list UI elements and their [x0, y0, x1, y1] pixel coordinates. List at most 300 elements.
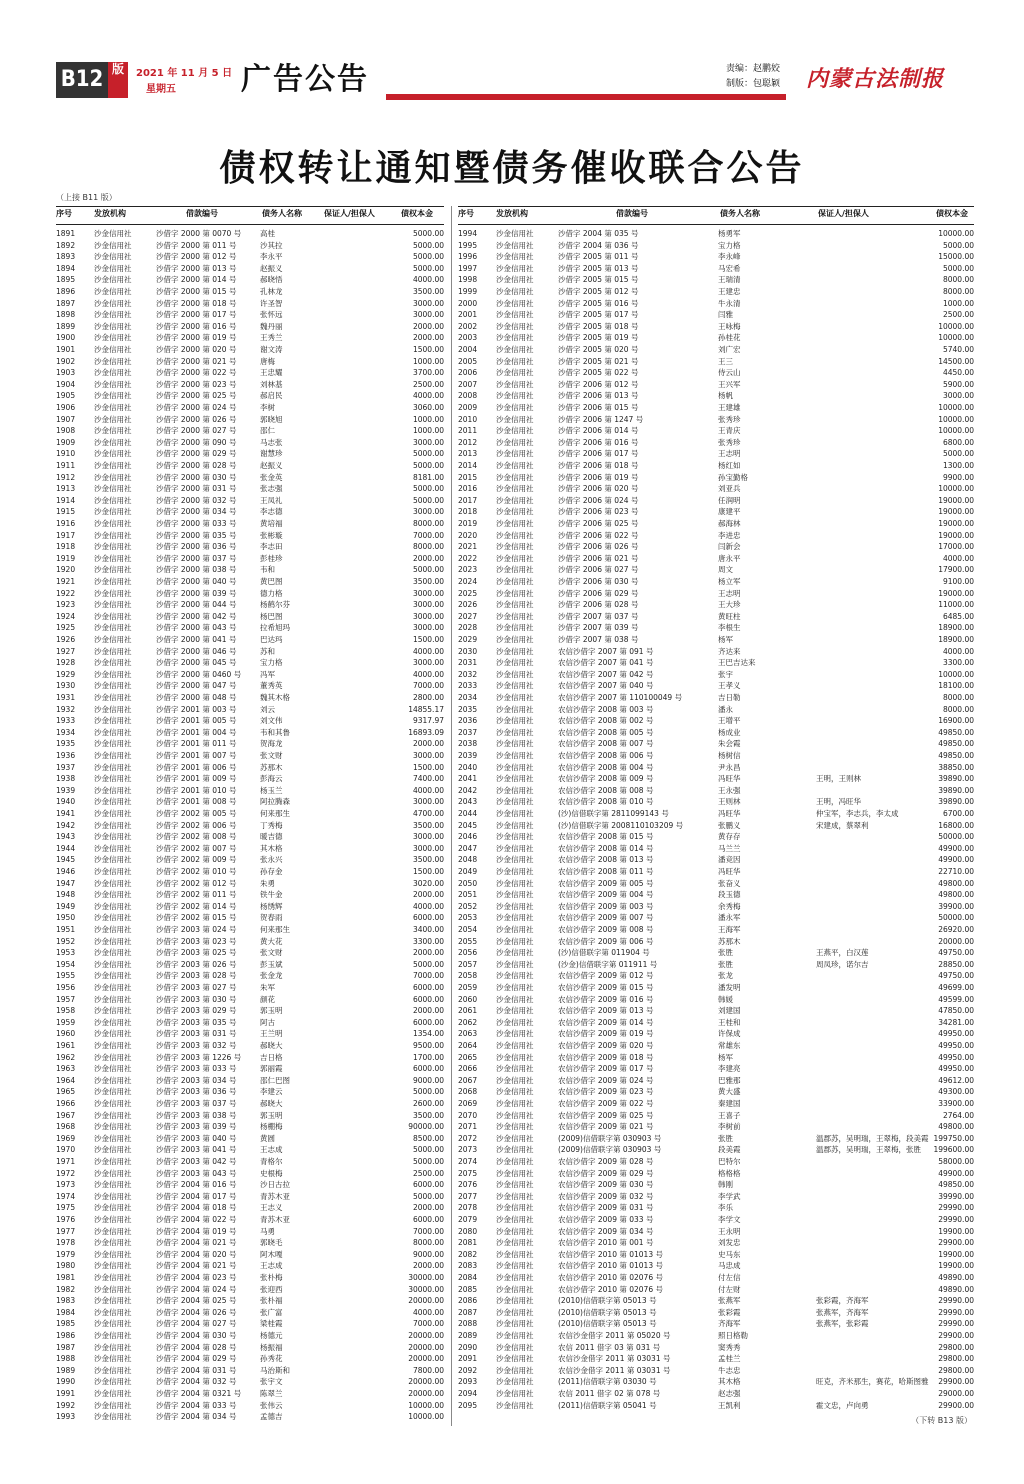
table-row	[458, 1110, 974, 1122]
loan-number: 沙借字 2001 第 007 号	[156, 751, 237, 760]
loan-number: 沙借字 2000 第 019 号	[156, 333, 237, 343]
loan-number: 沙借字 2005 第 016 号	[558, 298, 639, 308]
principal: 49699.00	[938, 983, 974, 992]
table-row	[458, 959, 974, 971]
issuer: 沙金信用社	[496, 1133, 534, 1143]
issuer: 沙金信用社	[94, 1041, 132, 1050]
debtor: 王秀兰	[260, 333, 283, 343]
debtor: 王兴军	[718, 379, 741, 389]
row-number: 2013	[458, 449, 478, 459]
principal: 8000.00	[412, 519, 444, 528]
loan-number: 沙借字 2005 第 020 号	[558, 345, 639, 354]
loan-number: 沙借字 2003 第 040 号	[156, 1133, 237, 1143]
principal: 5000.00	[942, 263, 974, 273]
loan-number: 沙借字 2003 第 043 号	[156, 1168, 237, 1178]
principal: 16900.00	[938, 716, 974, 726]
debtor: 刘建国	[718, 1006, 741, 1016]
issuer: 沙金信用社	[496, 820, 534, 830]
row-number: 1932	[56, 704, 76, 714]
row-number: 2030	[458, 646, 478, 656]
row-number: 1971	[56, 1157, 76, 1166]
guarantor: 温郡苏，吴明瑞，王翠梅，张胜	[816, 1145, 921, 1155]
loan-number: 沙借字 2006 第 023 号	[558, 507, 639, 517]
row-number: 2059	[458, 983, 478, 992]
loan-number: 沙借字 2003 第 031 号	[156, 1029, 237, 1039]
loan-number: 农信沙借字 2008 第 008 号	[558, 785, 654, 795]
row-number: 2054	[458, 925, 478, 934]
issuer: 沙金信用社	[94, 820, 132, 830]
debtor: 付左财	[718, 1284, 741, 1294]
debtor: 张彩霞	[718, 1307, 741, 1317]
column-header: 债权本金	[401, 209, 433, 218]
row-number: 1903	[56, 368, 76, 378]
debtor: 王永强	[718, 785, 741, 795]
table-row	[56, 808, 444, 820]
loan-number: 沙借字 2002 第 007 号	[156, 843, 237, 853]
debtor: 丁秀梅	[260, 820, 283, 830]
loan-number: 沙借字 2004 第 032 号	[156, 1377, 237, 1387]
principal: 49950.00	[938, 1029, 974, 1039]
loan-number: 沙借字 2007 第 037 号	[558, 611, 639, 621]
principal: 6000.00	[412, 1017, 444, 1027]
debtor: 杨立军	[718, 577, 741, 586]
table-row	[458, 1272, 974, 1284]
loan-number: 沙借字 2004 第 024 号	[156, 1284, 237, 1294]
issuer: 沙金信用社	[94, 1029, 132, 1039]
principal: 1354.00	[412, 1029, 444, 1039]
table-row	[56, 309, 444, 321]
issuer: 沙金信用社	[496, 727, 534, 737]
loan-number: 农信沙借字 2009 第 018 号	[558, 1052, 654, 1062]
row-number: 2051	[458, 890, 478, 900]
table-row	[56, 785, 444, 797]
row-number: 1892	[56, 240, 76, 250]
issuer: 沙金信用社	[496, 681, 534, 691]
loan-number: 农信沙借字 2009 第 017 号	[558, 1064, 654, 1074]
issuer: 沙金信用社	[496, 1203, 534, 1213]
loan-number: 沙借字 2003 第 042 号	[156, 1157, 237, 1166]
principal: 10000.00	[938, 333, 974, 343]
row-number: 1947	[56, 878, 76, 888]
loan-number: 沙借字 2000 第 046 号	[156, 646, 237, 656]
row-number: 2044	[458, 809, 478, 818]
principal: 7000.00	[412, 971, 444, 981]
table-row	[458, 1144, 974, 1156]
principal: 29900.00	[938, 1400, 974, 1410]
row-number: 2043	[458, 797, 478, 807]
principal: 50000.00	[938, 832, 974, 842]
table-row	[56, 1063, 444, 1075]
principal: 1500.00	[412, 867, 444, 876]
debtor: 马忠成	[718, 1261, 741, 1271]
debtor: 秦建国	[718, 1099, 741, 1108]
loan-number: 沙借字 2006 第 025 号	[558, 519, 639, 528]
row-number: 2017	[458, 495, 478, 505]
row-number: 2094	[458, 1389, 478, 1398]
loan-number: 沙借字 2000 第 037 号	[156, 553, 237, 563]
loan-number: 沙借字 2004 第 028 号	[156, 1342, 237, 1352]
issuer: 沙金信用社	[94, 832, 132, 842]
issuer: 沙金信用社	[94, 1133, 132, 1143]
row-number: 1969	[56, 1133, 76, 1143]
loan-number: 沙借字 2002 第 009 号	[156, 855, 237, 865]
issuer: 沙金信用社	[496, 669, 534, 679]
issuer: 沙金信用社	[496, 461, 534, 470]
loan-number: 农信沙借字 2007 第 091 号	[558, 646, 654, 656]
table-row	[458, 1365, 974, 1377]
issuer: 沙金信用社	[496, 1389, 534, 1398]
principal: 47850.00	[938, 1006, 974, 1016]
issuer: 沙金信用社	[496, 611, 534, 621]
table-row	[458, 912, 974, 924]
principal: 3000.00	[412, 600, 444, 610]
issuer: 沙金信用社	[496, 913, 534, 923]
debtor: 王桂和	[718, 1017, 741, 1027]
debtor: 阿古	[260, 1017, 275, 1027]
principal: 14855.17	[408, 704, 444, 714]
loan-number: 沙借字 2005 第 019 号	[558, 333, 639, 343]
table-row	[458, 970, 974, 982]
row-number: 1935	[56, 739, 76, 749]
debtor: 王忠耀	[260, 368, 283, 378]
loan-number: 沙借字 2002 第 012 号	[156, 878, 237, 888]
debtor: 王海军	[718, 925, 741, 934]
debtor: 彭海云	[260, 774, 283, 784]
loan-number: 沙借字 2006 第 012 号	[558, 379, 639, 389]
table-row	[458, 344, 974, 356]
issuer: 沙金信用社	[94, 1122, 132, 1132]
row-number: 1928	[56, 658, 76, 668]
principal: 18900.00	[938, 635, 974, 644]
row-number: 1937	[56, 762, 76, 772]
issuer: 沙金信用社	[496, 449, 534, 459]
principal: 8000.00	[942, 287, 974, 296]
principal: 49750.00	[938, 971, 974, 981]
principal: 1700.00	[412, 1052, 444, 1062]
row-number: 1943	[56, 832, 76, 842]
debtor: 黄巴图	[260, 577, 283, 586]
debtor: 张广富	[260, 1307, 283, 1317]
debtor: 苏和	[260, 646, 275, 656]
loan-number: 农信 2011 借字 02 第 078 号	[558, 1389, 661, 1398]
debtor: 王凤礼	[260, 495, 283, 505]
principal: 10000.00	[938, 669, 974, 679]
guarantor: 宋建成，蔡翠利	[816, 820, 869, 830]
debtor: 张金英	[260, 472, 283, 482]
issuer: 沙金信用社	[496, 472, 534, 482]
principal: 9000.00	[412, 1249, 444, 1259]
loan-number: 沙借字 2006 第 016 号	[558, 437, 639, 447]
row-number: 1942	[56, 820, 76, 830]
loan-number: 农信沙借字 2008 第 014 号	[558, 843, 654, 853]
table-row	[458, 1052, 974, 1064]
table-row	[56, 274, 444, 286]
table-row	[56, 1144, 444, 1156]
row-number: 2052	[458, 901, 478, 911]
row-number: 1960	[56, 1029, 76, 1039]
table-row	[56, 263, 444, 275]
header-rule	[386, 94, 786, 100]
principal: 20000.00	[408, 1354, 444, 1364]
loan-number: 农信 2011 借字 03 第 031 号	[558, 1342, 661, 1352]
principal: 14500.00	[938, 356, 974, 366]
row-number: 1919	[56, 553, 76, 563]
debtor: 李永峰	[718, 252, 741, 262]
issuer: 沙金信用社	[496, 971, 534, 981]
table-row	[458, 274, 974, 286]
debtor: 张文财	[260, 751, 283, 760]
issuer: 沙金信用社	[496, 565, 534, 575]
debtor: 唐永平	[718, 553, 741, 563]
table-row	[56, 692, 444, 704]
table-row	[458, 251, 974, 263]
page-number: B12	[56, 62, 108, 98]
table-row	[56, 1342, 444, 1354]
principal: 5900.00	[942, 379, 974, 389]
row-number: 2063	[458, 1029, 478, 1039]
row-number: 1922	[56, 588, 76, 598]
issuer: 沙金信用社	[94, 391, 132, 401]
debtor: 铁牛金	[260, 890, 283, 900]
table-row	[56, 843, 444, 855]
guarantor: 王明，冯旺华	[816, 797, 861, 807]
issuer: 沙金信用社	[94, 472, 132, 482]
issuer: 沙金信用社	[496, 948, 534, 958]
loan-number: 沙借字 2000 第 011 号	[156, 240, 237, 250]
debtor: 苏那木	[260, 762, 283, 772]
loan-number: 沙借字 2000 第 035 号	[156, 530, 237, 540]
debtor: 李学文	[718, 1215, 741, 1224]
table-row	[458, 1005, 974, 1017]
table-row	[56, 622, 444, 634]
row-number: 1951	[56, 925, 76, 934]
principal: 30000.00	[408, 1273, 444, 1282]
loan-number: 沙借字 2000 第 034 号	[156, 507, 237, 517]
debtor: 孟桂兰	[718, 1354, 741, 1364]
table-row	[458, 425, 974, 437]
row-number: 2086	[458, 1296, 478, 1306]
debtor: 冯旺华	[718, 867, 741, 876]
issuer: 沙金信用社	[94, 287, 132, 296]
table-row	[56, 866, 444, 878]
debtor: 王则林	[718, 797, 741, 807]
debtor: 冯军	[260, 669, 275, 679]
principal: 1500.00	[412, 345, 444, 354]
debtor: 张宇	[718, 669, 733, 679]
issuer: 沙金信用社	[496, 646, 534, 656]
row-number: 2087	[458, 1307, 478, 1317]
debtor: 马勇	[260, 1226, 275, 1236]
debtor: 张朴梅	[260, 1273, 283, 1282]
row-number: 1891	[56, 229, 76, 238]
issuer: 沙金信用社	[496, 1377, 534, 1387]
table-row	[56, 912, 444, 924]
loan-number: 农信沙借字 2010 第 01013 号	[558, 1249, 663, 1259]
debtor: 王孝义	[718, 681, 741, 691]
table-row	[458, 936, 974, 948]
row-number: 2010	[458, 414, 478, 424]
issuer: 沙金信用社	[94, 1354, 132, 1364]
row-number: 2007	[458, 379, 478, 389]
principal: 49750.00	[938, 948, 974, 958]
table-row	[458, 1284, 974, 1296]
issuer: 沙金信用社	[94, 437, 132, 447]
issuer: 沙金信用社	[94, 855, 132, 865]
issuer: 沙金信用社	[496, 1319, 534, 1329]
loan-number: 沙借字 2003 第 023 号	[156, 936, 237, 946]
debtor: 王瑞清	[718, 275, 741, 285]
principal: 2764.00	[942, 1110, 974, 1120]
loan-number: 沙借字 2006 第 026 号	[558, 542, 639, 552]
principal: 22710.00	[938, 867, 974, 876]
row-number: 2029	[458, 635, 478, 644]
row-number: 2061	[458, 1006, 478, 1016]
debtor: 牛志忠	[718, 1365, 741, 1375]
row-number: 1916	[56, 519, 76, 528]
debtor: 韩刚	[718, 1180, 733, 1190]
issuer: 沙金信用社	[94, 704, 132, 714]
loan-number: 农信沙借字 2009 第 023 号	[558, 1087, 654, 1097]
debtor: 杨勇军	[718, 229, 741, 238]
table-row	[56, 1249, 444, 1261]
principal: 20000.00	[408, 1296, 444, 1306]
debtor: 张彬璇	[260, 530, 283, 540]
row-number: 1955	[56, 971, 76, 981]
row-number: 2053	[458, 913, 478, 923]
debtor: 朱会霞	[718, 739, 741, 749]
issuer: 沙金信用社	[94, 310, 132, 320]
principal: 29900.00	[938, 1238, 974, 1248]
loan-number: 沙借字 2001 第 010 号	[156, 785, 237, 795]
loan-number: 农信沙借字 2007 第 110100049 号	[558, 693, 683, 702]
table-row	[458, 843, 974, 855]
row-number: 2049	[458, 867, 478, 876]
table-row	[458, 1133, 974, 1145]
loan-number: 沙借字 2000 第 023 号	[156, 379, 237, 389]
debtor: 王巴吉达来	[718, 658, 756, 668]
issuer: 沙金信用社	[94, 890, 132, 900]
table-row	[458, 854, 974, 866]
debtor: 郭丽霞	[260, 1064, 283, 1074]
principal: 7000.00	[412, 1226, 444, 1236]
debtor: 陈翠兰	[260, 1389, 283, 1398]
issuer: 沙金信用社	[94, 1203, 132, 1213]
principal: 6485.00	[942, 611, 974, 621]
row-number: 2074	[458, 1157, 478, 1166]
debtor: 阿木嘎	[260, 1249, 283, 1259]
principal: 20000.00	[408, 1342, 444, 1352]
loan-number: 沙借字 2004 第 021 号	[156, 1261, 237, 1271]
table-row	[458, 1400, 974, 1412]
loan-number: 沙借字 2004 第 027 号	[156, 1319, 237, 1329]
issuer: 沙金信用社	[94, 762, 132, 772]
debtor: 郝晓大	[260, 1041, 283, 1050]
debtor: 张龙	[718, 971, 733, 981]
loan-number: 沙借字 2000 第 047 号	[156, 681, 237, 691]
issuer: 沙金信用社	[94, 484, 132, 494]
table-row	[458, 1040, 974, 1052]
row-number: 2071	[458, 1122, 478, 1132]
loan-number: 农信沙借字 2009 第 033 号	[558, 1215, 654, 1224]
table-row	[458, 1307, 974, 1319]
row-number: 2077	[458, 1191, 478, 1201]
issuer: 沙金信用社	[94, 901, 132, 911]
row-number: 1901	[56, 345, 76, 354]
loan-number: 沙借字 2007 第 038 号	[558, 635, 639, 644]
row-number: 1998	[458, 275, 478, 285]
row-number: 1978	[56, 1238, 76, 1248]
issuer: 沙金信用社	[94, 809, 132, 818]
loan-number: 农信沙借字 2009 第 021 号	[558, 1122, 654, 1132]
table-row	[458, 622, 974, 634]
debtor: 赵志强	[718, 1389, 741, 1398]
table-row	[458, 1063, 974, 1075]
principal: 49800.00	[938, 1122, 974, 1132]
principal: 2500.00	[942, 310, 974, 320]
row-number: 1984	[56, 1307, 76, 1317]
loan-number: 沙借字 2004 第 030 号	[156, 1331, 237, 1340]
row-number: 2081	[458, 1238, 478, 1248]
issuer: 沙金信用社	[94, 843, 132, 853]
principal: 38850.00	[938, 762, 974, 772]
issuer: 沙金信用社	[496, 345, 534, 354]
debtor: 魏其木格	[260, 693, 290, 702]
table-row	[458, 878, 974, 890]
loan-number: 沙借字 2006 第 021 号	[558, 553, 639, 563]
principal: 8181.00	[412, 472, 444, 482]
principal: 7000.00	[412, 1319, 444, 1329]
row-number: 2005	[458, 356, 478, 366]
row-number: 1898	[56, 310, 76, 320]
principal: 19000.00	[938, 519, 974, 528]
row-number: 2002	[458, 321, 478, 331]
table-row	[458, 646, 974, 658]
loan-number: 农信沙借字 2008 第 005 号	[558, 727, 654, 737]
debtor: 张伟云	[260, 1400, 283, 1410]
row-number: 2018	[458, 507, 478, 517]
debtor: 杨绣辉	[260, 901, 283, 911]
principal: 10000.00	[408, 1400, 444, 1410]
debtor: 韩媛	[718, 994, 733, 1004]
table-row	[458, 1075, 974, 1087]
principal: 10000.00	[938, 321, 974, 331]
row-number: 1949	[56, 901, 76, 911]
row-number: 2065	[458, 1052, 478, 1062]
table-row	[458, 820, 974, 832]
row-number: 2089	[458, 1331, 478, 1340]
row-number: 2023	[458, 565, 478, 575]
loan-number: 沙借字 2000 第 017 号	[156, 310, 237, 320]
table-row	[56, 1307, 444, 1319]
guarantor: 温郡苏，吴明瑞，王翠梅，段美霞	[816, 1133, 929, 1143]
row-number: 1899	[56, 321, 76, 331]
row-number: 2022	[458, 553, 478, 563]
table-rule	[458, 224, 974, 225]
issuer: 沙金信用社	[94, 878, 132, 888]
principal: 49800.00	[938, 890, 974, 900]
issuer: 沙金信用社	[94, 240, 132, 250]
table-row	[458, 1214, 974, 1226]
table-row	[458, 506, 974, 518]
principal: 3000.00	[412, 310, 444, 320]
loan-number: (沙)信借联字第 011904 号	[558, 948, 650, 958]
row-number: 2008	[458, 391, 478, 401]
row-number: 2079	[458, 1215, 478, 1224]
row-number: 1913	[56, 484, 76, 494]
principal: 4000.00	[412, 785, 444, 795]
table-row	[56, 495, 444, 507]
producer-text: 制版：包聪颖	[726, 79, 781, 89]
